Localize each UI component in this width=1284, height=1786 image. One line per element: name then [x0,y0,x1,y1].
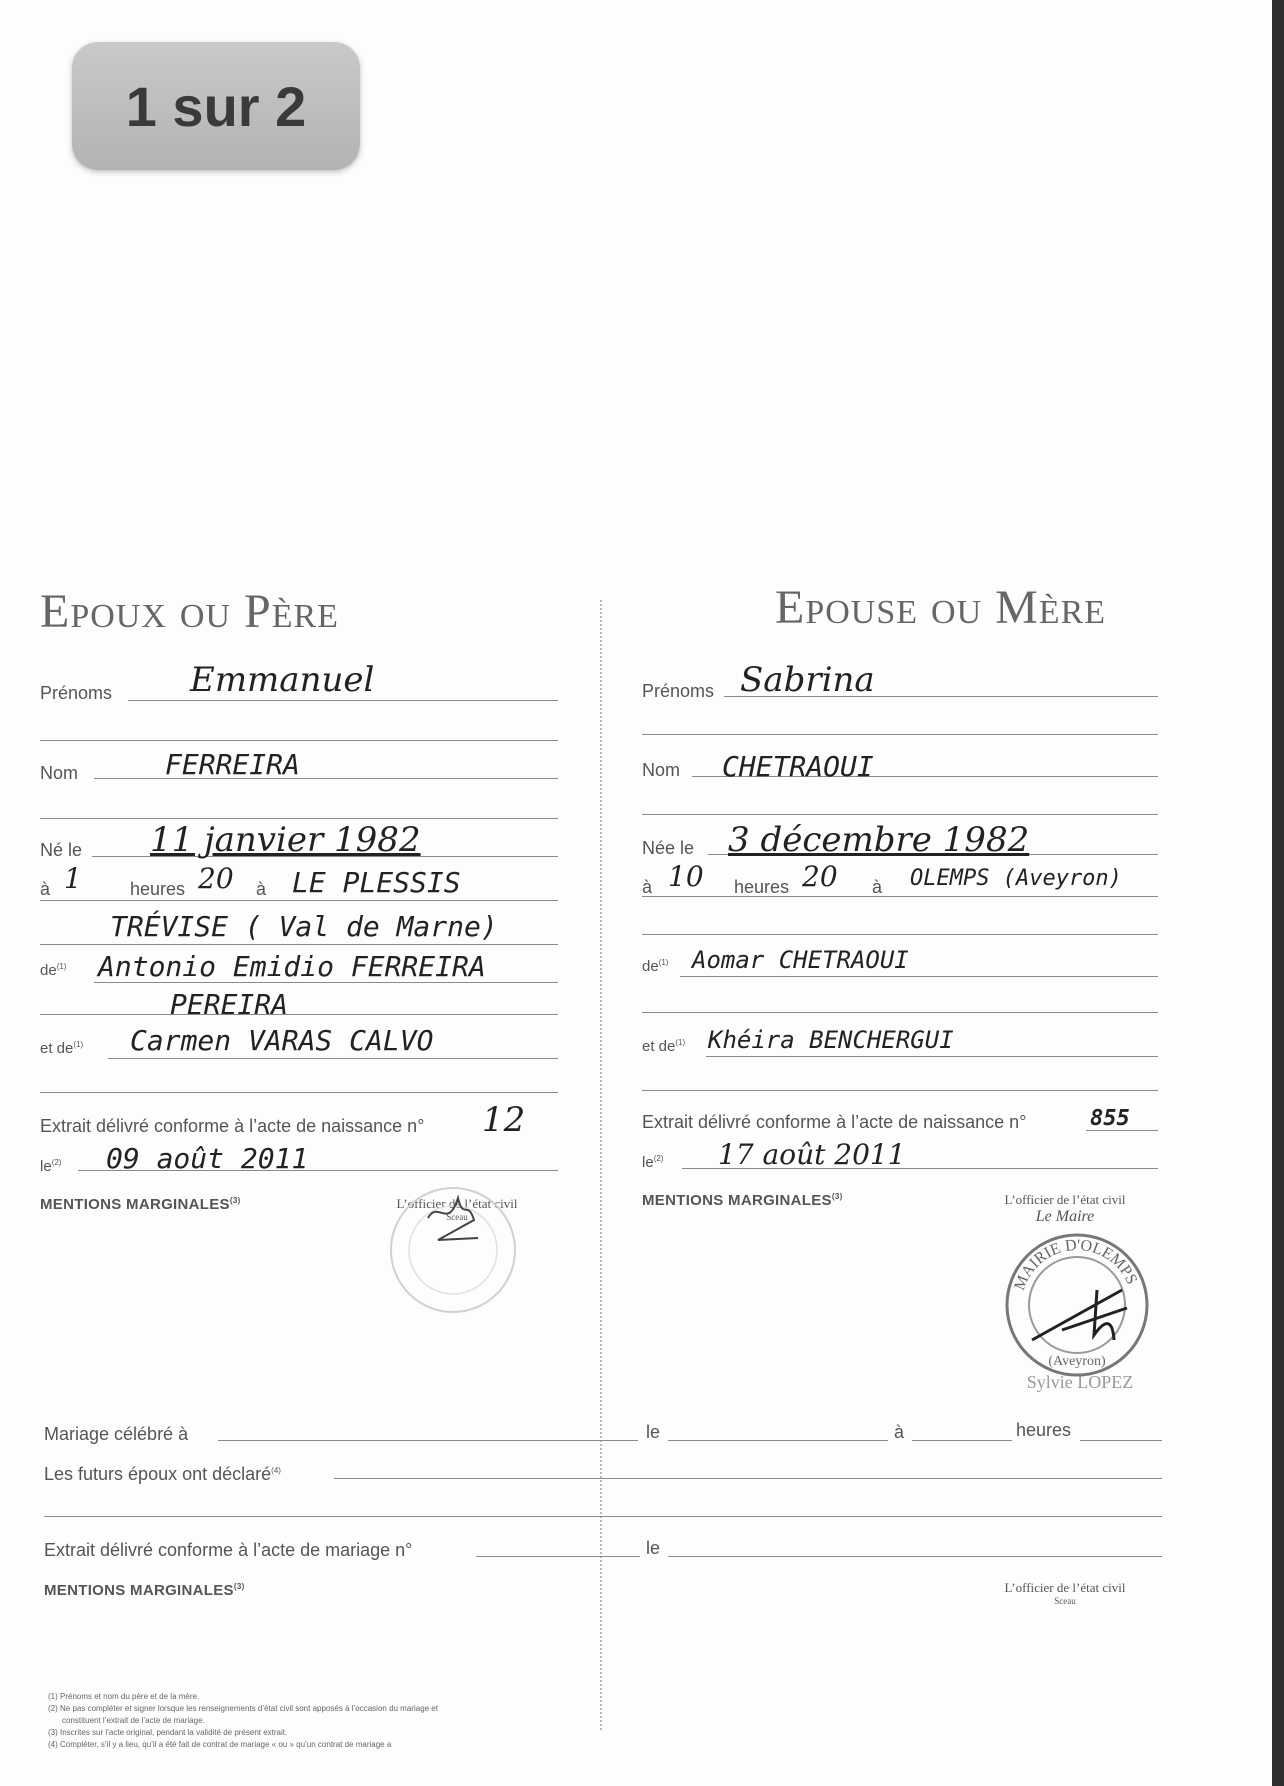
value-father-epoux-2: PEREIRA [170,988,289,1021]
label-le-epoux [40,1158,61,1175]
value-mother-epoux: Carmen VARAS CALVO [130,1024,434,1057]
value-place-epoux-1: LE PLESSIS [292,866,461,899]
line-blank [642,814,1158,815]
mentions-text: MENTIONS MARGINALES [44,1582,234,1599]
label-mentions-mariage [44,1582,245,1599]
line-mariage-a [912,1440,1012,1441]
label-mentions-epoux [40,1196,241,1213]
line-place-epoux-2 [40,944,558,945]
label-prenoms-epouse: Prénoms [642,681,715,701]
label-extrait-mariage: Extrait délivré conforme à l’acte de mariage n° [44,1540,413,1560]
stamp-text-bottom: (Aveyron) [1048,1354,1106,1369]
value-acte-number-epouse: 855 [1090,1106,1130,1131]
label-mariage-heures: heures [1016,1420,1072,1440]
officer-label-mariage: L’officier de l’état civil [1004,1580,1126,1595]
label-mariage-le: le [646,1422,661,1442]
le-text: le [40,1158,52,1175]
line-blank [642,734,1158,735]
label-prenoms-epoux: Prénoms [40,683,113,703]
label-a-epouse: à [642,877,653,897]
line-blank [40,1092,558,1093]
footnote-3: (3) Inscrites sur l’acte original, pendant la validité de présent extrait. [48,1728,288,1737]
value-father-epoux-1: Antonio Emidio FERREIRA [98,950,486,983]
page-indicator-badge [72,42,360,170]
label-heures-epouse: heures [734,877,790,897]
value-hour-epoux: 1 [64,862,82,895]
line-place-epouse [642,896,1158,897]
footnote-2-cont: constituent l’extrait de l’acte de mariage. [62,1716,205,1725]
label-heures-epoux: heures [130,879,186,899]
line-acte-number-epouse [1086,1130,1158,1131]
label-futurs-epoux [44,1464,281,1485]
et-de-sup: (1) [675,1038,686,1047]
mentions-sup: (3) [233,1582,245,1591]
officer-label-epoux: L’officier de l’état civil [396,1196,518,1211]
mentions-text: MENTIONS MARGINALES [642,1192,832,1209]
value-nee-le-epouse: 3 décembre 1982 [728,820,1030,860]
footnote-4: (4) Compléter, s’il y a lieu, qu’il a été fait de contrat de mariage « ou » qu’un contrat de mariage a [48,1740,392,1749]
et-de-sup: (1) [73,1040,84,1049]
value-acte-number-epoux: 12 [482,1100,526,1140]
label-de-epouse [642,958,668,975]
declare-text: Les futurs époux ont déclaré [44,1464,272,1484]
footnote-2: (2) Ne pas compléter et signer lorsque les renseignements d’état civil sont apposés à l’occasion du mariage et [48,1704,438,1713]
label-et-de-epoux [40,1040,83,1057]
official-stamp-epoux [378,1180,528,1330]
column-divider [600,600,602,1730]
line-extrait-mariage [476,1556,640,1557]
line-le-epoux [78,1170,558,1171]
footnote-1: (1) Prénoms et nom du père et de la mère. [48,1692,200,1701]
value-place-epoux-2: TRÉVISE ( Val de Marne) [110,910,498,943]
line-mariage-heures [1080,1440,1162,1441]
de-sup: (1) [56,962,67,971]
le-text: le [642,1154,654,1171]
stamp-text-top: MAIRIE D'OLEMPS [1011,1236,1141,1293]
label-nom-epouse: Nom [642,760,681,780]
label-et-de-epouse [642,1038,685,1055]
mentions-sup: (3) [831,1192,843,1201]
value-mother-epouse: Khéira BENCHERGUI [708,1026,954,1054]
et-de-text: et de [642,1038,676,1055]
line-blank [44,1516,1162,1517]
value-nom-epouse: CHETRAOUI [722,750,874,783]
line-le-epouse [682,1168,1158,1169]
value-place-epouse: OLEMPS (Aveyron) [910,866,1122,891]
label-a2-epoux: à [256,879,267,899]
le-sup: (2) [51,1158,62,1167]
line-blank [642,1090,1158,1091]
heading-epouse: Epouse ou Mère [775,581,1107,634]
officer-block-epouse [980,1192,1150,1226]
line-blank [642,934,1158,935]
officer-title-epouse: Le Maire [1035,1208,1095,1225]
label-ne-le: Né le [40,840,83,860]
label-a-epoux: à [40,879,51,899]
officer-label-epouse: L’officier de l’état civil [1004,1192,1126,1207]
value-le-epoux: 09 août 2011 [106,1142,309,1175]
value-prenoms-epouse: Sabrina [740,660,875,700]
line-de-epoux [94,982,558,983]
line-mariage-celebre [218,1440,638,1441]
value-prenoms-epoux: Emmanuel [190,660,375,700]
label-de-epoux [40,962,66,979]
label-extrait-naissance-epouse: Extrait délivré conforme à l’acte de naissance n° [642,1112,1027,1132]
mentions-text: MENTIONS MARGINALES [40,1196,230,1213]
line-de-epouse [680,976,1158,977]
label-mentions-epouse [642,1192,843,1209]
heading-epoux: Epoux ou Père [40,585,339,638]
le-sup: (2) [653,1154,664,1163]
label-nee-le: Née le [642,838,695,858]
declare-sup: (4) [271,1466,281,1475]
de-text: de [40,962,57,979]
de-text: de [642,958,659,975]
officer-sub-mariage: Sceau [1054,1596,1076,1606]
line-et-de-epouse [706,1056,1158,1057]
label-mariage-a: à [894,1422,905,1442]
de-sup: (1) [658,958,669,967]
label-nom-epoux: Nom [40,763,79,783]
line-prenoms-epoux [128,700,558,701]
label-extrait-mariage-le: le [646,1538,661,1558]
line-nom-epoux [94,778,558,779]
line-blank [40,740,558,741]
page-indicator-text: 1 sur 2 [125,74,307,138]
line-de-epoux-2 [40,1014,558,1015]
value-minutes-epouse: 20 [802,860,838,893]
line-et-de-epoux [108,1058,558,1059]
value-le-epouse: 17 août 2011 [718,1138,906,1171]
scan-edge [1272,0,1284,1786]
value-hour-epouse: 10 [668,860,704,893]
line-place-epoux [40,900,558,901]
line-blank [642,1012,1158,1013]
value-ne-le-epoux: 11 janvier 1982 [150,820,421,860]
officer-name-epouse: Sylvie LOPEZ [1026,1372,1134,1392]
line-blank [40,818,558,819]
officer-sub-epoux: Sceau [446,1212,468,1222]
line-extrait-mariage-le [668,1556,1162,1557]
label-mariage-celebre: Mariage célébré à [44,1424,189,1444]
value-minutes-epoux: 20 [198,862,234,895]
official-stamp-mairie [1002,1230,1152,1380]
label-le-epouse [642,1154,663,1171]
label-extrait-naissance-epoux: Extrait délivré conforme à l’acte de naissance n° [40,1116,425,1136]
mentions-sup: (3) [229,1196,241,1205]
label-a2-epouse: à [872,877,883,897]
value-nom-epoux: FERREIRA [165,748,300,781]
value-father-epouse: Aomar CHETRAOUI [692,946,909,974]
line-mariage-le [668,1440,888,1441]
line-futurs-epoux [334,1478,1162,1479]
et-de-text: et de [40,1040,74,1057]
officer-block-mariage [980,1580,1150,1606]
